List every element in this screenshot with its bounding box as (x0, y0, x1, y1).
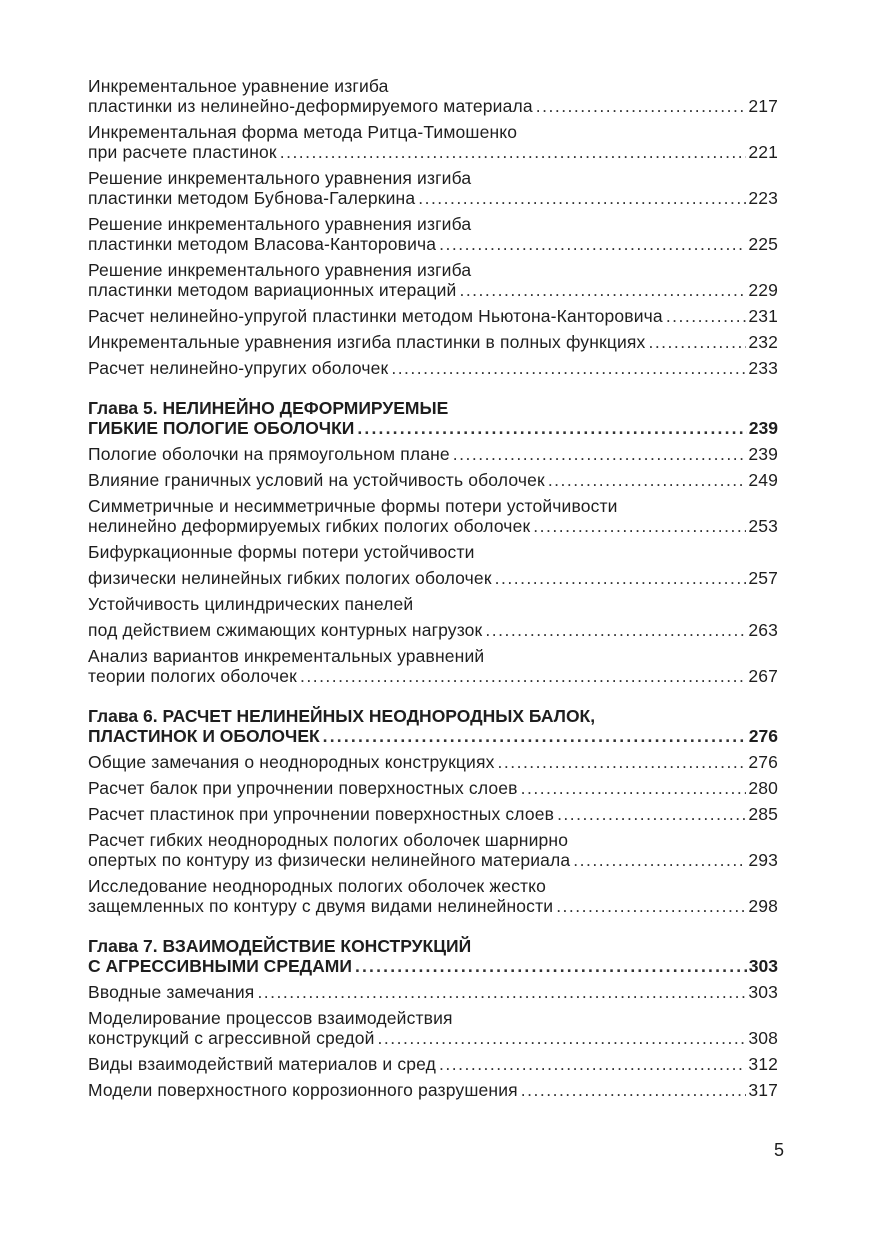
toc-intro-section (88, 76, 778, 378)
toc-entry (88, 1080, 778, 1100)
dot-leader (418, 188, 746, 208)
toc-entry (88, 982, 778, 1002)
toc-entry (88, 332, 778, 352)
toc-entry-title: при расчете пластинок (88, 142, 277, 162)
toc-entry-title: опертых по контуру из физически нелинейного материала (88, 850, 571, 870)
toc-entry-page: 229 (748, 280, 778, 300)
toc-entry-title: пластинки методом Бубнова-Галеркина (88, 188, 416, 208)
chapter-title-line: Глава 5. НЕЛИНЕЙНО ДЕФОРМИРУЕМЫЕ (88, 398, 449, 418)
toc-entry-page: 217 (748, 96, 778, 116)
dot-leader (357, 418, 746, 438)
chapter-title: ГИБКИЕ ПОЛОГИЕ ОБОЛОЧКИ (88, 418, 355, 438)
toc-entry-page: 231 (748, 306, 778, 326)
dot-leader (453, 444, 747, 464)
toc-entry-title: пластинки методом вариационных итераций (88, 280, 457, 300)
toc-entry-title-line: Бифуркационные формы потери устойчивости (88, 542, 475, 562)
toc-entry-title: Расчет пластинок при упрочнении поверхностных слоев (88, 804, 555, 824)
toc-entry-page: 223 (748, 188, 778, 208)
toc-entry-title: Вводные замечания (88, 982, 255, 1002)
toc-entry-title-line: Моделирование процессов взаимодействия (88, 1008, 453, 1028)
dot-leader (439, 234, 746, 254)
toc-entry (88, 830, 778, 870)
toc-entry-row (88, 516, 778, 536)
toc-entry (88, 122, 778, 162)
dot-leader (521, 1080, 747, 1100)
toc-entry-page: 257 (748, 568, 778, 588)
toc-entry-row (88, 804, 778, 824)
toc-entry-page: 249 (748, 470, 778, 490)
toc-entry-title-line: Расчет гибких неоднородных пологих оболочек шарнирно (88, 830, 569, 850)
toc-entry-page: 221 (748, 142, 778, 162)
dot-leader (378, 1028, 747, 1048)
dot-leader (498, 752, 747, 772)
chapter-section (88, 706, 778, 916)
toc-entry-title-line: Анализ вариантов инкрементальных уравнений (88, 646, 485, 666)
toc-entry-row (88, 850, 778, 870)
toc-entry-title: Влияние граничных условий на устойчивость оболочек (88, 470, 545, 490)
toc-entry (88, 1008, 778, 1048)
toc-entry-title-line: Исследование неоднородных пологих оболочек жестко (88, 876, 547, 896)
toc-entry-page: 225 (748, 234, 778, 254)
toc-entry-title: под действием сжимающих контурных нагрузок (88, 620, 483, 640)
chapter-page: 276 (748, 726, 778, 746)
chapter-title-line: Глава 7. ВЗАИМОДЕЙСТВИЕ КОНСТРУКЦИЙ (88, 936, 472, 956)
toc-entry-title: теории пологих оболочек (88, 666, 297, 686)
toc-entry-title-line: Симметричные и несимметричные формы потери устойчивости (88, 496, 618, 516)
toc-entry-title: пластинки методом Власова-Канторовича (88, 234, 437, 254)
toc-entry-row (88, 332, 778, 352)
toc-entry-row (88, 666, 778, 686)
chapter-heading (88, 706, 778, 746)
dot-leader (495, 568, 747, 588)
toc-entry-page: 232 (748, 332, 778, 352)
chapter-page: 239 (748, 418, 778, 438)
toc-entry-title: физически нелинейных гибких пологих оболочек (88, 568, 492, 588)
dot-leader (557, 804, 746, 824)
toc-entry-title: Расчет нелинейно-упругих оболочек (88, 358, 389, 378)
toc-entry-page: 298 (748, 896, 778, 916)
toc-entry-row (88, 778, 778, 798)
toc-entry-page: 263 (748, 620, 778, 640)
toc-entry (88, 168, 778, 208)
toc-entry-page: 253 (748, 516, 778, 536)
toc-entry-page: 239 (748, 444, 778, 464)
dot-leader (280, 142, 747, 162)
chapter-heading (88, 936, 778, 976)
dot-leader (521, 778, 747, 798)
toc-entry-title-line: Решение инкрементального уравнения изгиба (88, 214, 472, 234)
dot-leader (257, 982, 746, 1002)
dot-leader (556, 896, 746, 916)
chapter-title-row (88, 956, 778, 976)
toc-entry-page: 233 (748, 358, 778, 378)
toc-entry (88, 1054, 778, 1074)
toc-entry-row (88, 306, 778, 326)
toc-entry-page: 308 (748, 1028, 778, 1048)
toc-entry (88, 594, 778, 640)
toc-entry-row (88, 982, 778, 1002)
toc-entry-title-line: Инкрементальная форма метода Ритца-Тимошенко (88, 122, 518, 142)
toc-entry-title-line: Инкрементальное уравнение изгиба (88, 76, 389, 96)
toc-entry-row (88, 470, 778, 490)
toc-entry (88, 876, 778, 916)
toc-entry (88, 306, 778, 326)
chapter-title-row (88, 418, 778, 438)
dot-leader (323, 726, 747, 746)
dot-leader (485, 620, 746, 640)
toc-chapters (88, 398, 778, 1100)
toc-entry-row (88, 1054, 778, 1074)
dot-leader (459, 280, 746, 300)
dot-leader (666, 306, 747, 326)
chapter-title-row (88, 726, 778, 746)
chapter-section (88, 936, 778, 1100)
toc-entry-page: 285 (748, 804, 778, 824)
toc-entry-title: Расчет нелинейно-упругой пластинки методом Ньютона-Канторовича (88, 306, 663, 326)
toc-entry-row (88, 96, 778, 116)
dot-leader (648, 332, 746, 352)
chapter-section (88, 398, 778, 686)
toc-entry-row (88, 142, 778, 162)
dot-leader (439, 1054, 746, 1074)
toc-entry-page: 267 (748, 666, 778, 686)
toc-entry (88, 358, 778, 378)
toc-entry-page: 317 (748, 1080, 778, 1100)
dot-leader (355, 956, 747, 976)
table-of-contents (88, 76, 778, 1106)
toc-entry (88, 496, 778, 536)
chapter-title: ПЛАСТИНОК И ОБОЛОЧЕК (88, 726, 320, 746)
toc-entry-row (88, 358, 778, 378)
toc-entry-row (88, 1028, 778, 1048)
toc-entry-page: 276 (748, 752, 778, 772)
toc-entry (88, 752, 778, 772)
toc-entry-row (88, 1080, 778, 1100)
toc-entry-title: нелинейно деформируемых гибких пологих оболочек (88, 516, 531, 536)
toc-entry-title: Инкрементальные уравнения изгиба пластинки в полных функциях (88, 332, 646, 352)
chapter-title: С АГРЕССИВНЫМИ СРЕДАМИ (88, 956, 352, 976)
toc-entry-row (88, 188, 778, 208)
dot-leader (300, 666, 746, 686)
toc-entry-page: 303 (748, 982, 778, 1002)
dot-leader (533, 516, 746, 536)
toc-entry-page: 280 (748, 778, 778, 798)
toc-entry-title-line: Решение инкрементального уравнения изгиба (88, 168, 472, 188)
toc-entry-row (88, 896, 778, 916)
toc-entry-title-line: Решение инкрементального уравнения изгиба (88, 260, 472, 280)
dot-leader (548, 470, 747, 490)
toc-entry (88, 542, 778, 588)
toc-entry-row (88, 280, 778, 300)
toc-entry (88, 76, 778, 116)
toc-entry-page: 312 (748, 1054, 778, 1074)
toc-entry-row (88, 568, 778, 588)
toc-entry (88, 646, 778, 686)
toc-entry (88, 778, 778, 798)
chapter-title-line: Глава 6. РАСЧЕТ НЕЛИНЕЙНЫХ НЕОДНОРОДНЫХ БАЛОК, (88, 706, 596, 726)
toc-entry-title: Общие замечания о неоднородных конструкциях (88, 752, 495, 772)
toc-entry-title: конструкций с агрессивной средой (88, 1028, 375, 1048)
toc-entry-title: Виды взаимодействий материалов и сред (88, 1054, 437, 1074)
toc-entry (88, 804, 778, 824)
toc-entry (88, 214, 778, 254)
toc-entry-row (88, 752, 778, 772)
toc-entry-page: 293 (748, 850, 778, 870)
toc-entry-row (88, 620, 778, 640)
toc-entry-title: защемленных по контуру с двумя видами нелинейности (88, 896, 554, 916)
toc-entry-title: Модели поверхностного коррозионного разрушения (88, 1080, 518, 1100)
dot-leader (536, 96, 747, 116)
chapter-heading (88, 398, 778, 438)
page-number: 5 (774, 1140, 785, 1160)
toc-entry-title: Расчет балок при упрочнении поверхностных слоев (88, 778, 518, 798)
toc-entry-title-line: Устойчивость цилиндрических панелей (88, 594, 414, 614)
toc-entry-title: пластинки из нелинейно-деформируемого материала (88, 96, 533, 116)
toc-entry-row (88, 444, 778, 464)
toc-entry (88, 444, 778, 464)
chapter-page: 303 (748, 956, 778, 976)
toc-entry (88, 470, 778, 490)
toc-entry-title: Пологие оболочки на прямоугольном плане (88, 444, 450, 464)
dot-leader (391, 358, 746, 378)
toc-entry (88, 260, 778, 300)
dot-leader (573, 850, 746, 870)
toc-entry-row (88, 234, 778, 254)
